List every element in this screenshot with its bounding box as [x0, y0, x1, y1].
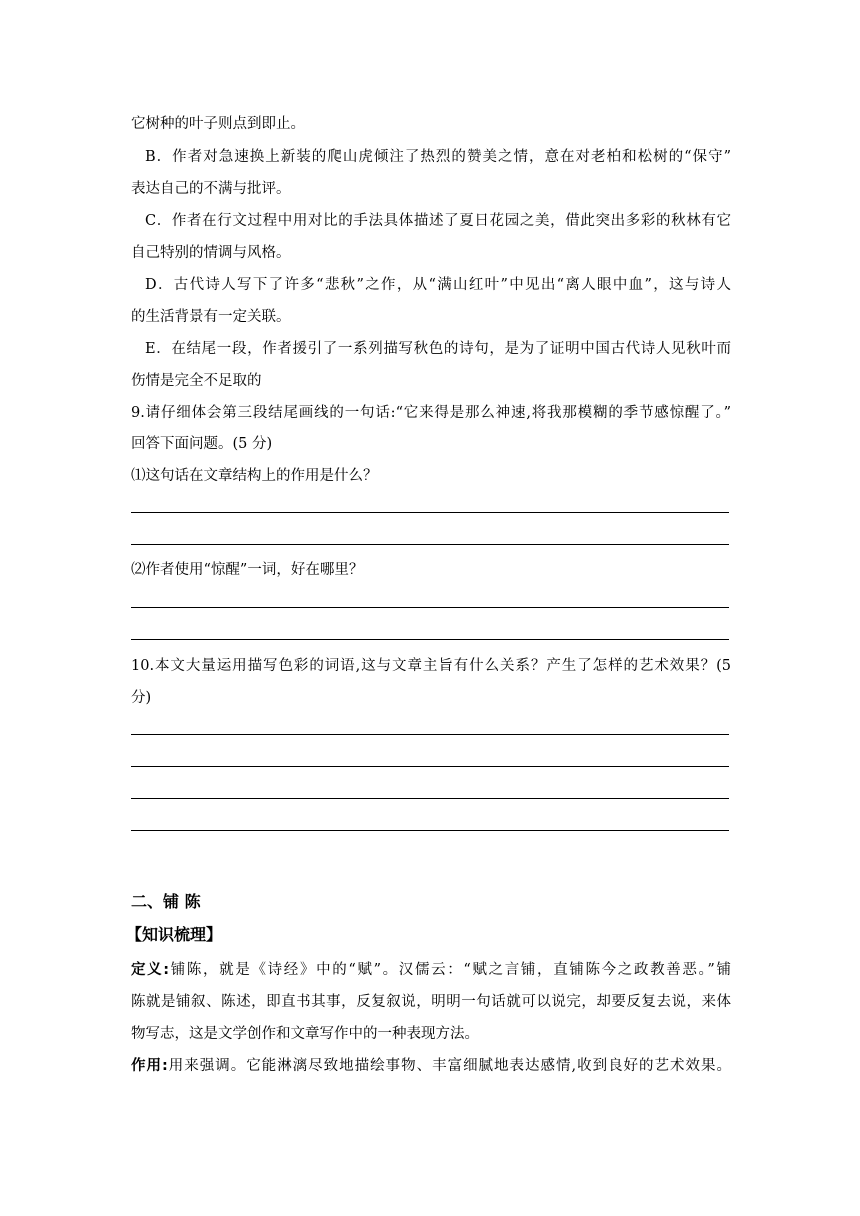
option-d-line1: D．古代诗人写下了许多“悲秋”之作，从“满山红叶”中见出“离人眼中血”，这与诗人	[145, 277, 731, 293]
definition-line3: 物写志，这是文学创作和文章写作中的一种表现方法。	[131, 1026, 479, 1042]
option-e-line2: 伤情是完全不足取的	[131, 373, 262, 389]
answer-line[interactable]	[131, 544, 729, 545]
definition-label: 定义:	[131, 962, 170, 978]
question-9-sub1: ⑴这句话在文章结构上的作用是什么？	[131, 468, 378, 484]
question-9-line2: 回答下面问题。(5 分)	[131, 436, 273, 452]
option-c-line1: C．作者在行文过程中用对比的手法具体描述了夏日花园之美，借此突出多彩的秋林有它	[145, 213, 731, 229]
function-label: 作用:	[131, 1058, 168, 1074]
option-b-line2: 表达自己的不满与批评。	[131, 181, 291, 197]
option-e-line1: E．在结尾一段，作者援引了一系列描写秋色的诗句，是为了证明中国古代诗人见秋叶而	[145, 341, 731, 357]
answer-line[interactable]	[131, 830, 729, 831]
definition-line1	[131, 960, 731, 980]
answer-line[interactable]	[131, 798, 729, 799]
question-9-line1: 9.请仔细体会第三段结尾画线的一句话:“它来得是那么神速,将我那模糊的季节感惊醒了。”	[131, 405, 731, 421]
option-c-line2: 自己特别的情调与风格。	[131, 245, 291, 261]
option-b-line1: B．作者对急速换上新装的爬山虎倾注了热烈的赞美之情，意在对老柏和松树的“保守”	[145, 149, 731, 165]
answer-line[interactable]	[131, 512, 729, 513]
answer-line[interactable]	[131, 734, 729, 735]
question-10-line1: 10.本文大量运用描写色彩的词语,这与文章主旨有什么关系？产生了怎样的艺术效果？(5	[131, 658, 731, 674]
definition-line2: 陈就是铺叙、陈述，即直书其事，反复叙说，明明一句话就可以说完，却要反复去说，来体	[131, 994, 731, 1010]
question-9-sub2: ⑵作者使用“惊醒”一词，好在哪里？	[131, 562, 364, 578]
function-line	[131, 1056, 731, 1076]
question-10-line2: 分)	[131, 690, 152, 706]
answer-line[interactable]	[131, 607, 729, 608]
answer-line[interactable]	[131, 639, 729, 640]
definition-text: 铺陈，就是《诗经》中的“赋”。汉儒云：“赋之言铺，直铺陈今之政教善恶。”铺	[169, 962, 731, 978]
option-a-continuation: 它树种的叶子则点到即止。	[131, 116, 305, 132]
section-subtitle: 【知识梳理】	[126, 925, 223, 944]
answer-line[interactable]	[131, 766, 729, 767]
option-d-line2: 的生活背景有一定关联。	[131, 309, 291, 325]
section-title: 二、铺 陈	[131, 892, 201, 911]
function-text: 用来强调。它能淋漓尽致地描绘事物、丰富细腻地表达感情,收到良好的艺术效果。	[167, 1058, 731, 1074]
